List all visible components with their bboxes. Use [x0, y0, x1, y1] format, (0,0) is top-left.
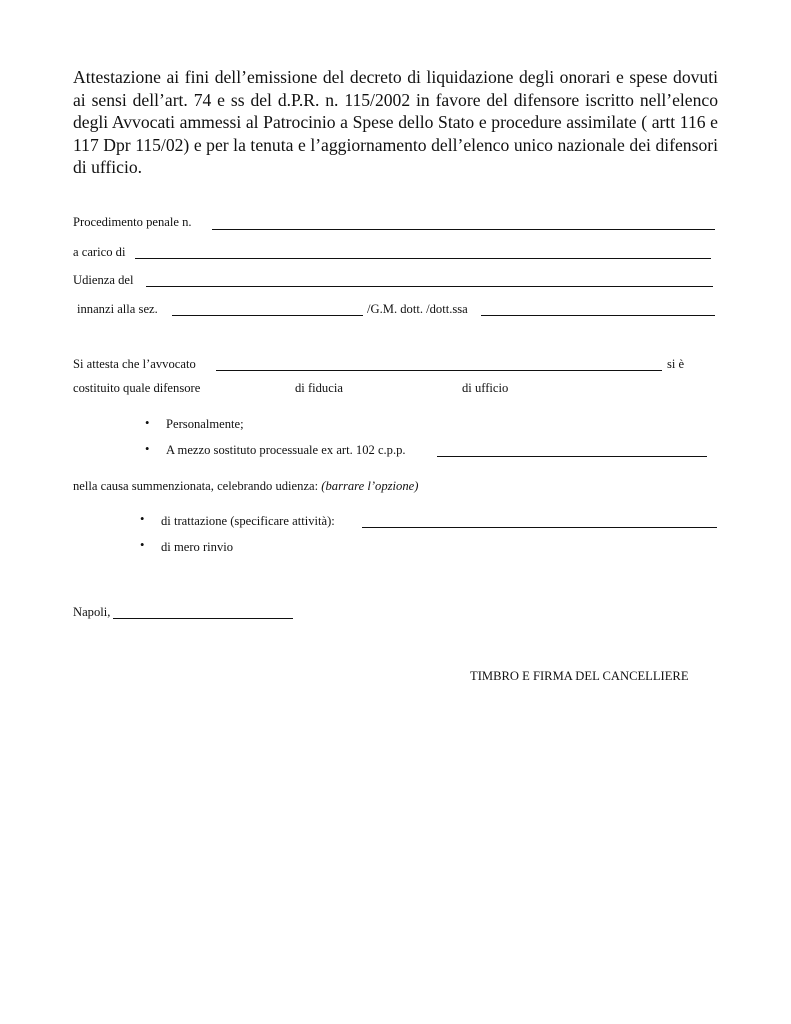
attesta-suffix: si è: [667, 357, 685, 371]
option-personalmente[interactable]: Personalmente;: [166, 417, 244, 431]
udienza-label: Udienza del: [73, 273, 134, 287]
procedimento-field[interactable]: [212, 217, 715, 230]
attesta-label: Si attesta che l’avvocato: [73, 357, 196, 371]
document-title: Attestazione ai fini dell’emissione del decreto di liquidazione degli onorari e spese dovuti ai sensi dell’art. 74 e ss del d.P.R. n. 115/2002 in favore del difensore iscritto nell’elenco degli Avvocati ammessi al Patrocinio a Spese dello Stato e procedure assimilate ( artt 116 e 117 Dpr 115/02) e per la tenuta e l’aggiornamento dell’elenco unico nazionale dei difensori di ufficio.: [73, 67, 718, 177]
option-ufficio[interactable]: di ufficio: [462, 381, 509, 395]
udienza-field[interactable]: [146, 274, 713, 287]
bullet-icon: •: [145, 416, 150, 430]
place-label: Napoli,: [73, 605, 111, 619]
procedimento-label: Procedimento penale n.: [73, 215, 192, 229]
avvocato-field[interactable]: [216, 358, 662, 371]
costituito-label: costituito quale difensore: [73, 381, 201, 395]
gm-field[interactable]: [481, 303, 715, 316]
causa-label: nella causa summenzionata, celebrando udienza:: [73, 479, 319, 493]
bullet-icon: •: [140, 512, 145, 526]
bullet-icon: •: [145, 442, 150, 456]
date-field[interactable]: [113, 606, 293, 619]
option-fiducia[interactable]: di fiducia: [295, 381, 343, 395]
sezione-field[interactable]: [172, 303, 363, 316]
carico-field[interactable]: [135, 246, 711, 259]
carico-label: a carico di: [73, 245, 126, 259]
signature-label: TIMBRO E FIRMA DEL CANCELLIERE: [470, 669, 689, 683]
sostituto-field[interactable]: [437, 444, 707, 457]
option-sostituto[interactable]: A mezzo sostituto processuale ex art. 102 c.p.p.: [166, 443, 406, 457]
attivita-field[interactable]: [362, 515, 717, 528]
option-rinvio[interactable]: di mero rinvio: [161, 540, 234, 554]
causa-note: (barrare l’opzione): [321, 479, 419, 493]
sezione-label: innanzi alla sez.: [77, 302, 158, 316]
option-trattazione[interactable]: di trattazione (specificare attività):: [161, 514, 335, 528]
gm-label: /G.M. dott. /dott.ssa: [367, 302, 468, 316]
causa-text: [73, 479, 418, 494]
bullet-icon: •: [140, 538, 145, 552]
